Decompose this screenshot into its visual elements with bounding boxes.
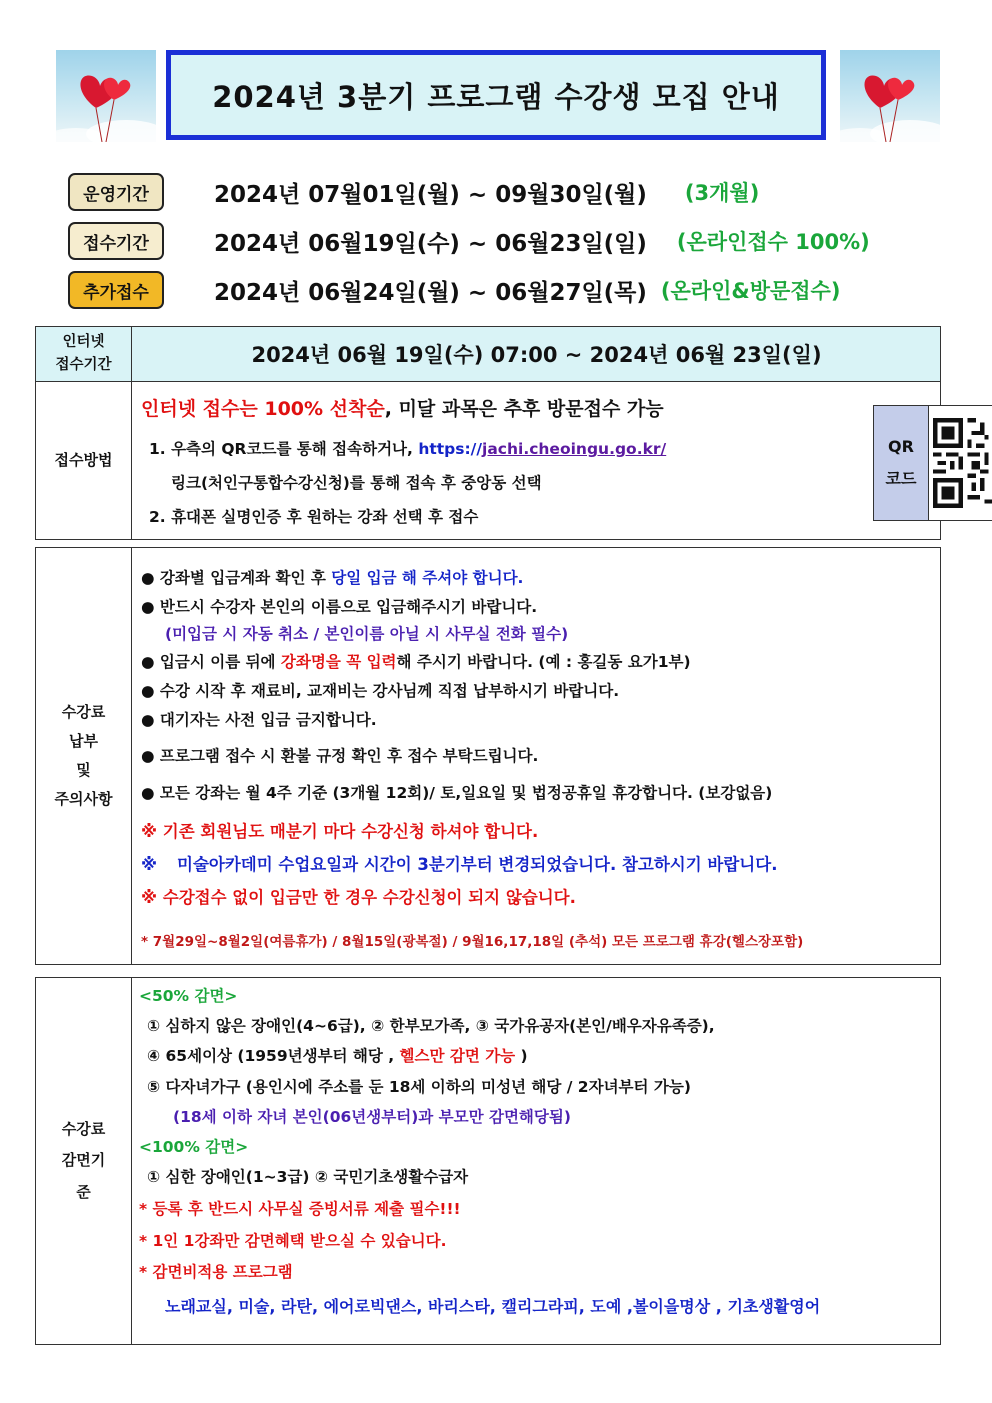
payment-line-5: ● 수강 시작 후 재료비, 교재비는 강사님께 직접 납부하시기 바랍니다. (141, 682, 620, 700)
payment-notice-table (35, 547, 941, 965)
discount-line-3: ⑤ 다자녀가구 (용인시에 주소를 둔 18세 이하의 미성년 해당 / 2자녀부터 가능) (147, 1078, 691, 1096)
heart-balloon-icon (840, 50, 940, 142)
discount-100-heading: <100% 감면> (139, 1138, 249, 1156)
heart-balloon-icon (56, 50, 156, 142)
method-row (36, 382, 940, 539)
method-label: 접수방법 (36, 382, 132, 539)
heart-balloon-image-right (840, 50, 940, 142)
badge-operation-period: 운영기간 (68, 173, 164, 211)
internet-period-row (36, 327, 940, 382)
additional-registration-note: (온라인&방문접수) (660, 279, 841, 303)
operation-period-note: (3개월) (684, 181, 760, 205)
discount-line-1: ① 심하지 않은 장애인(4~6급), ② 한부모가족, ③ 국가유공자(본인/배우자유족증), (147, 1017, 715, 1035)
badge-registration-period: 접수기간 (68, 222, 164, 260)
method-step-1: 1. 우측의 QR코드를 통해 접속하거나, https://jachi.cheoingu.go.kr/ (149, 440, 667, 458)
discount-line-5: ① 심한 장애인(1~3급) ② 국민기초생활수급자 (147, 1168, 469, 1186)
payment-line-8: ● 모든 강좌는 월 4주 기준 (3개월 12회)/ 토,일요일 및 법정공휴일 휴강합니다. (보강없음) (141, 784, 773, 802)
payment-line-10: ※ 미술아카데미 수업요일과 시간이 3분기부터 변경되었습니다. 참고하시기 바랍니다. (141, 855, 778, 874)
payment-label: 수강료 납부 및 주의사항 (36, 548, 132, 964)
qr-code-box (873, 405, 992, 521)
discount-line-4: (18세 이하 자녀 본인(06년생부터)과 부모만 감면해당됨) (173, 1108, 571, 1126)
method-headline: 인터넷 접수는 100% 선착순, 미달 과목은 추후 방문접수 가능 (141, 398, 664, 420)
badge-additional-registration: 추가접수 (68, 271, 164, 309)
discount-excluded-programs: 노래교실, 미술, 라탄, 에어로빅댄스, 바리스타, 캘리그라피, 도예 ,볼이을명상 , 기초생활영어 (165, 1297, 821, 1316)
discount-note-2: * 1인 1강좌만 감면혜택 받으실 수 있습니다. (139, 1232, 447, 1250)
payment-line-2: ● 반드시 수강자 본인의 이름으로 입금해주시기 바랍니다. (141, 598, 538, 616)
qr-label: QR 코드 (874, 406, 929, 520)
heart-balloon-image-left (56, 50, 156, 142)
internet-period-value: 2024년 06월 19일(수) 07:00 ~ 2024년 06월 23일(일) (251, 343, 822, 367)
payment-line-4: ● 입금시 이름 뒤에 강좌명을 꼭 입력해 주시기 바랍니다. (예 : 홍길동 요가1부) (141, 653, 691, 671)
payment-line-6: ● 대기자는 사전 입금 금지합니다. (141, 711, 377, 729)
discount-50-heading: <50% 감면> (139, 987, 238, 1005)
registration-link[interactable]: jachi.cheoingu.go.kr/ (482, 440, 667, 458)
info-row-registration (68, 221, 870, 261)
page-title: 2024년 3분기 프로그램 수강생 모집 안내 (166, 50, 826, 140)
discount-note-3: * 감면비적용 프로그램 (139, 1263, 293, 1281)
payment-line-3: (미입금 시 자동 취소 / 본인이름 아닐 시 사무실 전화 필수) (165, 625, 569, 643)
discount-note-1: * 등록 후 반드시 사무실 증빙서류 제출 필수!!! (139, 1200, 461, 1218)
internet-period-label: 인터넷 접수기간 (36, 327, 132, 381)
registration-period-date: 2024년 06월19일(수) ~ 06월23일(일) (214, 230, 647, 257)
payment-line-1: ● 강좌별 입금계좌 확인 후 당일 입금 해 주셔야 합니다. (141, 569, 524, 587)
payment-line-9: ※ 기존 회원님도 매분기 마다 수강신청 하셔야 합니다. (141, 822, 539, 841)
registration-period-note: (온라인접수 100%) (676, 230, 870, 254)
info-row-additional (68, 270, 840, 310)
method-step-2: 2. 휴대폰 실명인증 후 원하는 강좌 선택 후 접수 (149, 508, 479, 526)
registration-table (35, 326, 941, 540)
discount-table (35, 977, 941, 1345)
operation-period-date: 2024년 07월01일(월) ~ 09월30일(월) (214, 181, 647, 208)
qr-code-icon[interactable] (933, 418, 992, 508)
payment-line-11: ※ 수강접수 없이 입금만 한 경우 수강신청이 되지 않습니다. (141, 888, 576, 907)
payment-line-12: * 7월29일~8월2일(여름휴가) / 8월15일(광복절) / 9월16,17,18일 (추석) 모든 프로그램 휴강(헬스장포함) (141, 934, 804, 950)
payment-line-7: ● 프로그램 접수 시 환불 규정 확인 후 접수 부탁드립니다. (141, 747, 539, 765)
discount-line-2: ④ 65세이상 (1959년생부터 해당 , 헬스만 감면 가능 ) (147, 1047, 528, 1065)
discount-label: 수강료 감면기 준 (36, 978, 132, 1344)
info-row-operation (68, 172, 759, 212)
additional-registration-date: 2024년 06월24일(월) ~ 06월27일(목) (214, 279, 647, 306)
method-step-1-cont: 링크(처인구통합수강신청)를 통해 접속 후 중앙동 선택 (171, 474, 542, 492)
